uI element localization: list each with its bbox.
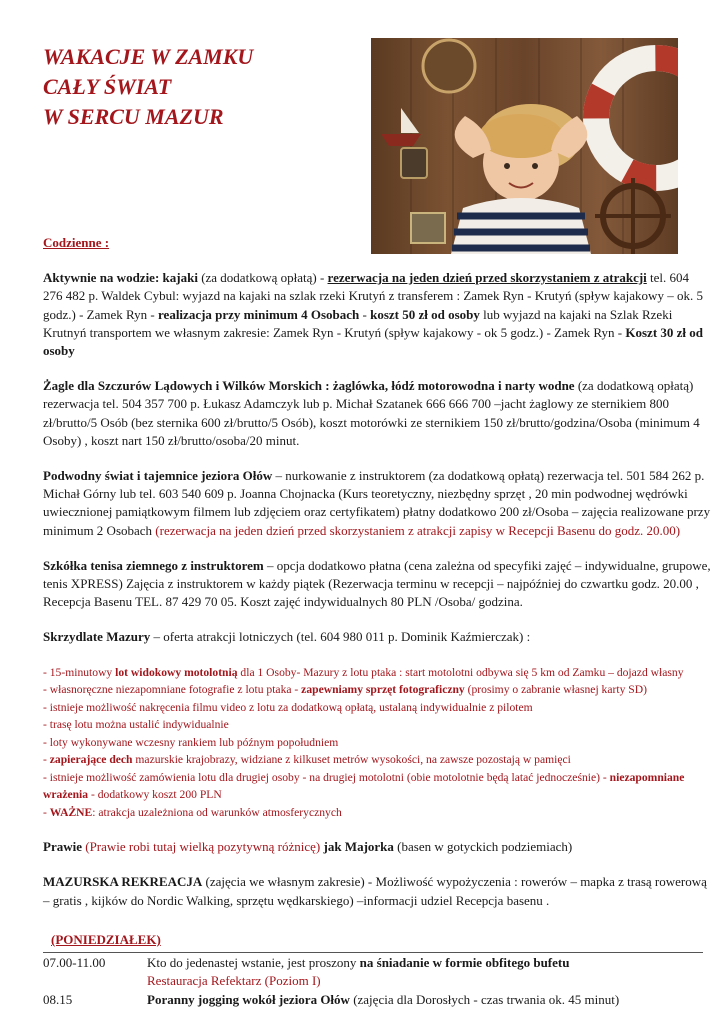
kayak-dash: - (359, 306, 371, 322)
pool-text: (basen w gotyckich podziemiach) (393, 839, 573, 855)
list-item: - istnieje możliwość nakręcenia filmu video z lotu za dodatkową opłatą, ustalaną indywidualnie z pilotem (43, 700, 533, 714)
schedule-time: 08.15 (43, 991, 73, 1007)
recreation-text: (zajęcia we własnym zakresie) - Możliwość wypożyczenia : rowerów – mapka z trasą rowerową – gratis , kijków do Nordic Walking, sprzętu wędkarskiego) –informacji udziel Recepcja basenu . (43, 874, 707, 908)
tennis-text: – opcja dodatkowo płatna (cena zależna od specyfiki zajęć – indywidualne, grupowe, tenis XPRESS) Zajęcia z instruktorem w każdy piątek (Rezerwacja terminu w recepcji – najpóźniej do czwartku godz. 20.00 , Recepcja Basenu TEL. 87 429 70 05. Koszt zajęć indywidualnych 80 PLN /Osoba/ godzina. (43, 557, 711, 610)
kayak-price-own: Koszt 30 zł od osoby (43, 324, 704, 359)
recreation-title: MAZURSKA REKREACJA (43, 874, 203, 890)
list-item: - loty wykonywane wczesny rankiem lub późnym popołudniem (43, 735, 339, 749)
content-body (43, 234, 711, 910)
sailing-title: Żagle dla Szczurów Lądowych i Wilków Morskich : żaglówka, łódź motorowodna i narty wodne (43, 378, 575, 394)
flights-paragraph (43, 628, 711, 646)
diving-text: – nurkowanie z instruktorem (za dodatkową opłatą) rezerwacja tel. 501 584 262 p. Michał Górny lub tel. 603 540 609 p. Joanna Chojnacka (Kurs teoretyczny, niezbędny sprzęt , 20 min podwodnej wędrówki uwiecznionej pamiątkowym filmem lub zdjęciem oraz certyfikatem) płatny dodatkowo 200 zł/Osoba – zajęcia realizowane przy minimum 2 Osobach (43, 468, 711, 538)
schedule-table (43, 931, 711, 1009)
flights-title: Skrzydlate Mazury (43, 629, 151, 645)
title-line-3: W SERCU MAZUR (43, 104, 224, 129)
table-row (43, 991, 711, 1010)
table-row (43, 954, 711, 973)
list-item: - własnoręczne niezapomniane fotografie z lotu ptaka - zapewniamy sprzęt fotograficzny (prosimy o zabranie własnej karty SD) (43, 683, 647, 697)
pool-title-2: jak Majorka (320, 839, 394, 855)
schedule-desc: Kto do jedenastej wstanie, jest proszony na śniadanie w formie obfitego bufetu (147, 954, 570, 970)
kayak-text-2: tel. 604 276 482 p. Waldek Cybul: wyjazd na kajaki na szlak rzeki Krutyń z transferem : Zamek Ryn - Krutyń (spływ kajakowy – ok. 5 godz.) - Zamek Ryn - (43, 270, 703, 322)
kayak-paragraph (43, 269, 711, 360)
schedule-time: 07.00-11.00 (43, 954, 106, 970)
list-item: - zapierające dech mazurskie krajobrazy, widziane z kilkuset metrów wysokości, na zawsze pozostają w pamięci (43, 753, 571, 767)
sailing-paragraph (43, 377, 711, 450)
pool-paragraph (43, 838, 711, 856)
diving-reservation-note: (rezerwacja na jeden dzień przed skorzystaniem z atrakcji zapisy w Recepcji Basenu do godz. 20.00) (155, 522, 681, 538)
list-item: - 15-minutowy lot widokowy motolotnią dla 1 Osoby- Mazury z lotu ptaka : start motolotni odbywa się 5 km od Zamku – dojazd własny (43, 665, 684, 679)
list-item: - WAŻNE: atrakcja uzależniona od warunków atmosferycznych (43, 805, 342, 819)
kayak-text-3: lub wyjazd na kajaki na Szlak Rzeki Krutnyń transportem we własnym zakresie: Zamek Ryn - Krutyń (spływ kajakowy - ok 5 godz.) - Zamek Ryn - (43, 306, 673, 340)
kayak-minimum: realizacja przy minimum 4 Osobach (158, 306, 360, 322)
pool-title: Prawie (43, 839, 82, 855)
divider (43, 952, 703, 953)
kayak-reservation-note: rezerwacja na jeden dzień przed skorzystaniem z atrakcji (327, 270, 647, 286)
kayak-text-1: (za dodatkową opłatą) - (197, 270, 328, 286)
pool-note: (Prawie robi tutaj wielką pozytywną różnicę) (81, 839, 321, 855)
schedule-desc: Poranny jogging wokół jeziora Ołów (zajęcia dla Dorosłych - czas trwania ok. 45 minut) (147, 991, 620, 1007)
sailing-text: (za dodatkową opłatą) rezerwacja tel. 504 357 700 p. Łukasz Adamczyk lub p. Michał Szatanek 666 666 700 –jacht żaglowy ze sternikiem 800 zł/brutto/5 Osób (bez sternika 600 zł/brutto/5 Osób), koszt motorówki ze sternikiem 150 zł/brutto/godzina/Osoba (minimum 4 Osoby) , koszt nart 150 zł/brutto/osoba/20 minut. (43, 378, 700, 448)
diving-paragraph (43, 467, 711, 540)
tennis-title: Szkółka tenisa ziemnego z instruktorem (43, 557, 264, 573)
tennis-paragraph (43, 557, 711, 612)
section-daily-heading: Codzienne : (43, 235, 110, 250)
list-item: - istnieje możliwość zamówienia lotu dla drugiej osoby - na drugiej motolotni (obie motolotnie będą latać jednocześnie) - niezapomniane wrażenia - dodatkowy koszt 200 PLN (43, 770, 685, 802)
flights-text: – oferta atrakcji lotniczych (tel. 604 980 011 p. Dominik Kaźmierczak) : (150, 629, 531, 645)
diving-title: Podwodny świat i tajemnice jeziora Ołów (43, 468, 273, 484)
title-line-1: WAKACJE W ZAMKU (43, 44, 254, 69)
title-line-2: CAŁY ŚWIAT (43, 74, 172, 99)
recreation-paragraph (43, 873, 711, 909)
schedule-day-heading: (PONIEDZIAŁEK) (51, 932, 161, 947)
flight-details-list (43, 664, 711, 822)
child-with-nautical-items-photo (371, 38, 678, 254)
page-title (43, 42, 253, 132)
kayak-title: Aktywnie na wodzie: kajaki (43, 270, 198, 286)
list-item: - trasę lotu można ustalić indywidualnie (43, 718, 229, 732)
kayak-price-transfer: koszt 50 zł od osoby (370, 306, 480, 322)
schedule-location: Restauracja Refektarz (Poziom I) (147, 973, 321, 988)
